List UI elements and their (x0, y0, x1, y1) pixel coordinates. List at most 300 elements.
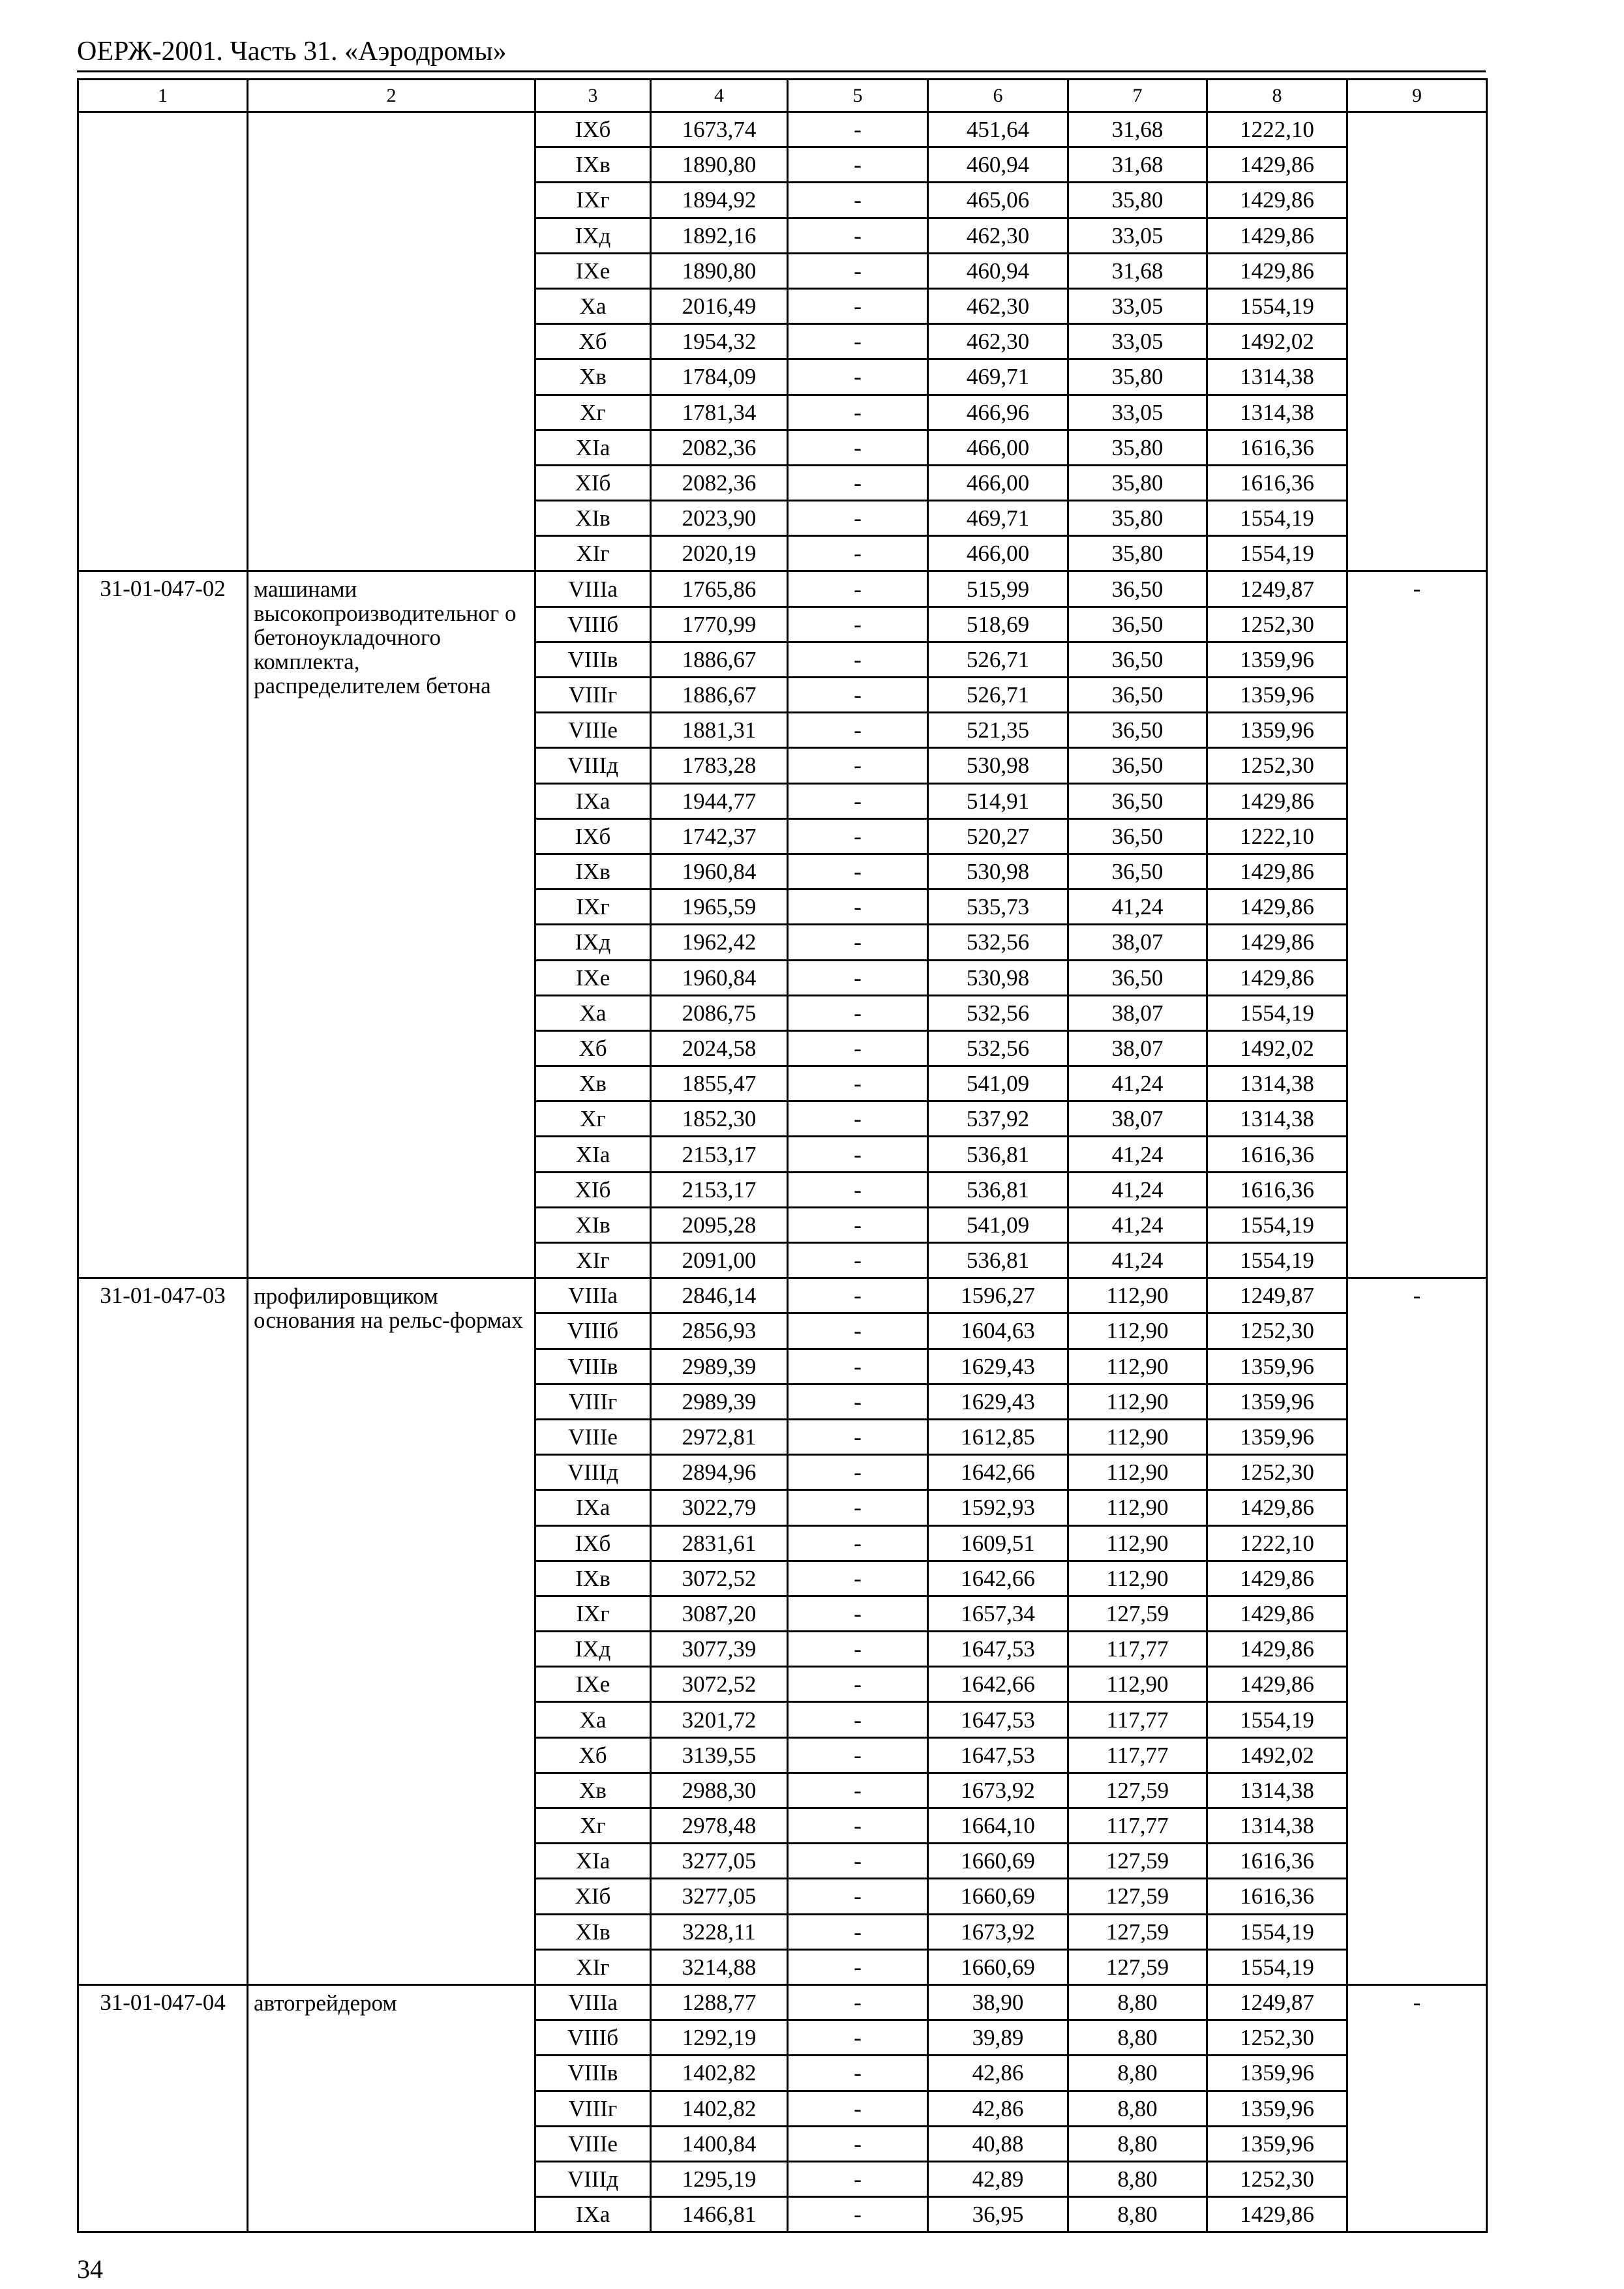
work-name-cell: профилировщиком основания на рельс-формах (248, 1278, 535, 1985)
table-cell: - (788, 1137, 928, 1172)
table-cell: 36,50 (1068, 783, 1207, 818)
rate-code-cell: 31-01-047-04 (78, 1984, 248, 2232)
table-cell: Xб (535, 324, 651, 359)
table-cell: 515,99 (928, 571, 1068, 606)
table-row (78, 571, 1487, 606)
table-cell: 1402,82 (651, 2091, 788, 2126)
table-cell: 2894,96 (651, 1455, 788, 1490)
table-cell: 1664,10 (928, 1808, 1068, 1844)
table-cell: 38,90 (928, 1984, 1068, 2020)
table-cell: - (788, 1101, 928, 1137)
table-cell: Xв (535, 1066, 651, 1101)
table-cell: 1554,19 (1207, 1702, 1347, 1737)
table-cell: 1554,19 (1207, 995, 1347, 1030)
table-cell: 35,80 (1068, 183, 1207, 218)
table-cell: 1222,10 (1207, 818, 1347, 854)
work-name-cell: машинами высокопроизводительног о бетоноукладочного комплекта, распределителем бетона (248, 571, 535, 1278)
table-cell: 1252,30 (1207, 1455, 1347, 1490)
table-cell: XIг (535, 1949, 651, 1984)
table-cell: Xг (535, 1101, 651, 1137)
table-cell: - (788, 606, 928, 642)
table-cell: XIа (535, 1844, 651, 1879)
table-cell: 2082,36 (651, 465, 788, 500)
table-cell: 1960,84 (651, 960, 788, 995)
table-cell: 36,50 (1068, 606, 1207, 642)
table-cell: VIIIа (535, 1984, 651, 2020)
table-cell: 1429,86 (1207, 925, 1347, 960)
table-cell: XIа (535, 1137, 651, 1172)
table-cell: 1886,67 (651, 642, 788, 677)
table-cell: - (788, 1984, 928, 2020)
table-cell: 1629,43 (928, 1384, 1068, 1419)
table-cell: 33,05 (1068, 288, 1207, 323)
table-cell: - (788, 571, 928, 606)
table-cell: 530,98 (928, 748, 1068, 783)
table-cell: 112,90 (1068, 1313, 1207, 1349)
table-cell: 3228,11 (651, 1914, 788, 1949)
table-cell: 1642,66 (928, 1455, 1068, 1490)
table-cell: 112,90 (1068, 1278, 1207, 1313)
table-cell: VIIIб (535, 1313, 651, 1349)
table-cell: 1359,96 (1207, 1419, 1347, 1454)
table-cell: 31,68 (1068, 253, 1207, 288)
table-cell: 1592,93 (928, 1490, 1068, 1525)
table-cell: VIIIе (535, 2126, 651, 2161)
table-cell: 1673,92 (928, 1773, 1068, 1808)
column-number-row (78, 80, 1487, 112)
table-cell: 1616,36 (1207, 465, 1347, 500)
table-cell: 42,86 (928, 2091, 1068, 2126)
table-cell: 466,00 (928, 465, 1068, 500)
table-cell: - (788, 1349, 928, 1384)
table-cell: 127,59 (1068, 1596, 1207, 1631)
table-cell: - (788, 1278, 928, 1313)
table-cell: 1886,67 (651, 678, 788, 713)
table-cell: 1852,30 (651, 1101, 788, 1137)
table-cell: IXд (535, 218, 651, 253)
table-cell: 112,90 (1068, 1384, 1207, 1419)
table-cell: VIIIб (535, 606, 651, 642)
table-cell: IXб (535, 112, 651, 147)
table-cell: 1890,80 (651, 253, 788, 288)
table-cell: 1629,43 (928, 1349, 1068, 1384)
table-cell: 1492,02 (1207, 324, 1347, 359)
table-cell: - (788, 1384, 928, 1419)
table-cell: 36,50 (1068, 854, 1207, 889)
table-cell: 112,90 (1068, 1525, 1207, 1561)
rates-table (77, 78, 1488, 2233)
table-cell: Xа (535, 1702, 651, 1737)
table-cell: 1402,82 (651, 2056, 788, 2091)
table-cell: - (788, 1844, 928, 1879)
table-cell: VIIIд (535, 2161, 651, 2196)
table-cell: 466,00 (928, 536, 1068, 571)
table-cell: - (788, 253, 928, 288)
table-cell: 3277,05 (651, 1844, 788, 1879)
table-cell: 8,80 (1068, 1984, 1207, 2020)
table-cell: 117,77 (1068, 1702, 1207, 1737)
table-cell: 536,81 (928, 1172, 1068, 1207)
table-cell: 1855,47 (651, 1066, 788, 1101)
table-cell: 1314,38 (1207, 1101, 1347, 1137)
table-cell: 1429,86 (1207, 1490, 1347, 1525)
table-cell: 1359,96 (1207, 1384, 1347, 1419)
table-cell: 36,50 (1068, 642, 1207, 677)
table-cell: 41,24 (1068, 1172, 1207, 1207)
table-cell: 1890,80 (651, 147, 788, 183)
table-cell: 514,91 (928, 783, 1068, 818)
table-cell: - (788, 854, 928, 889)
table-cell: 1554,19 (1207, 1949, 1347, 1984)
column-number: 1 (78, 80, 248, 112)
table-cell: 1554,19 (1207, 536, 1347, 571)
table-cell: 1314,38 (1207, 359, 1347, 395)
table-cell: 112,90 (1068, 1490, 1207, 1525)
table-cell: - (788, 1561, 928, 1596)
table-cell: 535,73 (928, 890, 1068, 925)
table-cell: 41,24 (1068, 890, 1207, 925)
table-cell: 1616,36 (1207, 1172, 1347, 1207)
table-cell: 1429,86 (1207, 183, 1347, 218)
table-cell: VIIIг (535, 2091, 651, 2126)
table-cell: Xб (535, 1030, 651, 1066)
table-cell: 112,90 (1068, 1667, 1207, 1702)
table-cell: 2091,00 (651, 1243, 788, 1278)
table-cell: - (788, 1879, 928, 1914)
table-cell: 38,07 (1068, 1101, 1207, 1137)
table-cell: 38,07 (1068, 925, 1207, 960)
table-cell: - (788, 1313, 928, 1349)
table-cell: 536,81 (928, 1243, 1068, 1278)
table-cell: 1616,36 (1207, 1844, 1347, 1879)
table-cell: 1314,38 (1207, 395, 1347, 430)
table-cell: 39,89 (928, 2020, 1068, 2056)
table-cell: 1492,02 (1207, 1737, 1347, 1773)
table-cell: 41,24 (1068, 1243, 1207, 1278)
table-cell: 1894,92 (651, 183, 788, 218)
table-cell: IXа (535, 1490, 651, 1525)
table-cell: VIIIг (535, 1384, 651, 1419)
table-cell: 35,80 (1068, 501, 1207, 536)
table-cell: 2989,39 (651, 1384, 788, 1419)
table-cell: - (788, 925, 928, 960)
table-cell: 8,80 (1068, 2056, 1207, 2091)
table-cell: 127,59 (1068, 1949, 1207, 1984)
table-cell: VIIIв (535, 1349, 651, 1384)
table-cell: - (788, 1949, 928, 1984)
table-cell: - (788, 2197, 928, 2232)
table-cell: XIб (535, 1172, 651, 1207)
table-cell: VIIIв (535, 642, 651, 677)
table-cell: 36,50 (1068, 748, 1207, 783)
table-cell: 1466,81 (651, 2197, 788, 2232)
table-cell: 3072,52 (651, 1561, 788, 1596)
table-cell: VIIIе (535, 713, 651, 748)
table-cell: 1429,86 (1207, 2197, 1347, 2232)
table-cell: 8,80 (1068, 2126, 1207, 2161)
table-cell: XIв (535, 1207, 651, 1242)
table-cell: 33,05 (1068, 395, 1207, 430)
column-9-cell: - (1347, 571, 1487, 1278)
table-cell: 36,50 (1068, 713, 1207, 748)
table-cell: 465,06 (928, 183, 1068, 218)
table-cell: 541,09 (928, 1066, 1068, 1101)
table-cell: 35,80 (1068, 359, 1207, 395)
work-name-cell: автогрейдером (248, 1984, 535, 2232)
page-number: 34 (77, 2254, 103, 2284)
work-name-cell (248, 112, 535, 571)
table-cell: 1429,86 (1207, 147, 1347, 183)
table-cell: - (788, 1455, 928, 1490)
table-cell: 1742,37 (651, 818, 788, 854)
table-cell: VIIIг (535, 678, 651, 713)
rate-code-cell: 31-01-047-02 (78, 571, 248, 1278)
rate-code-cell: 31-01-047-03 (78, 1278, 248, 1985)
table-cell: - (788, 1914, 928, 1949)
table-cell: IXв (535, 147, 651, 183)
table-cell: 35,80 (1068, 465, 1207, 500)
table-cell: 1944,77 (651, 783, 788, 818)
table-cell: 1660,69 (928, 1844, 1068, 1879)
column-number: 6 (928, 80, 1068, 112)
table-cell: XIв (535, 1914, 651, 1949)
page-header-title: ОЕРЖ-2001. Часть 31. «Аэродромы» (77, 37, 507, 67)
table-cell: - (788, 218, 928, 253)
table-cell: - (788, 1773, 928, 1808)
table-cell: 36,95 (928, 2197, 1068, 2232)
table-cell: VIIIб (535, 2020, 651, 2056)
table-cell: - (788, 465, 928, 500)
table-cell: 1962,42 (651, 925, 788, 960)
table-cell: 1554,19 (1207, 1243, 1347, 1278)
table-cell: 1647,53 (928, 1702, 1068, 1737)
table-cell: 466,00 (928, 430, 1068, 465)
table-cell: 1604,63 (928, 1313, 1068, 1349)
table-cell: - (788, 1207, 928, 1242)
table-cell: 1642,66 (928, 1667, 1068, 1702)
table-cell: 1770,99 (651, 606, 788, 642)
table-cell: 33,05 (1068, 324, 1207, 359)
table-cell: 1660,69 (928, 1879, 1068, 1914)
table-cell: 35,80 (1068, 430, 1207, 465)
table-cell: 1612,85 (928, 1419, 1068, 1454)
table-cell: 2095,28 (651, 1207, 788, 1242)
table-cell: 127,59 (1068, 1844, 1207, 1879)
table-cell: VIIIа (535, 1278, 651, 1313)
table-cell: - (788, 1419, 928, 1454)
table-cell: 31,68 (1068, 147, 1207, 183)
table-cell: 537,92 (928, 1101, 1068, 1137)
table-cell: 1765,86 (651, 571, 788, 606)
table-cell: 40,88 (928, 2126, 1068, 2161)
table-cell: 462,30 (928, 218, 1068, 253)
table-cell: 127,59 (1068, 1773, 1207, 1808)
table-cell: 1252,30 (1207, 2020, 1347, 2056)
table-cell: 466,96 (928, 395, 1068, 430)
table-cell: 2153,17 (651, 1137, 788, 1172)
table-cell: 2989,39 (651, 1349, 788, 1384)
table-cell: 35,80 (1068, 536, 1207, 571)
table-cell: Xг (535, 395, 651, 430)
table-cell: 1429,86 (1207, 1561, 1347, 1596)
table-cell: - (788, 183, 928, 218)
table-cell: 1554,19 (1207, 288, 1347, 323)
table-cell: - (788, 112, 928, 147)
table-cell: 1784,09 (651, 359, 788, 395)
table-cell: 1596,27 (928, 1278, 1068, 1313)
table-cell: Xг (535, 1808, 651, 1844)
table-cell: IXе (535, 253, 651, 288)
table-row (78, 112, 1487, 147)
column-number: 7 (1068, 80, 1207, 112)
table-cell: IXг (535, 890, 651, 925)
table-cell: - (788, 783, 928, 818)
table-cell: 36,50 (1068, 960, 1207, 995)
table-cell: 2086,75 (651, 995, 788, 1030)
table-cell: 1359,96 (1207, 2056, 1347, 2091)
table-cell: 1554,19 (1207, 501, 1347, 536)
table-cell: 1673,92 (928, 1914, 1068, 1949)
table-cell: - (788, 1596, 928, 1631)
table-cell: VIIIв (535, 2056, 651, 2091)
table-cell: 1359,96 (1207, 2126, 1347, 2161)
table-cell: 462,30 (928, 324, 1068, 359)
table-cell: 2988,30 (651, 1773, 788, 1808)
table-row (78, 1984, 1487, 2020)
table-cell: - (788, 748, 928, 783)
table-cell: 1429,86 (1207, 1667, 1347, 1702)
table-cell: 1554,19 (1207, 1207, 1347, 1242)
column-number: 9 (1347, 80, 1487, 112)
table-cell: - (788, 288, 928, 323)
column-number: 4 (651, 80, 788, 112)
table-cell: 1314,38 (1207, 1773, 1347, 1808)
table-cell: 2024,58 (651, 1030, 788, 1066)
table-cell: 1222,10 (1207, 1525, 1347, 1561)
table-cell: XIа (535, 430, 651, 465)
table-cell: - (788, 890, 928, 925)
table-cell: IXв (535, 854, 651, 889)
table-cell: 1359,96 (1207, 2091, 1347, 2126)
table-cell: IXб (535, 1525, 651, 1561)
table-cell: 38,07 (1068, 995, 1207, 1030)
table-cell: 112,90 (1068, 1561, 1207, 1596)
table-cell: 1252,30 (1207, 1313, 1347, 1349)
table-cell: - (788, 678, 928, 713)
table-cell: 36,50 (1068, 678, 1207, 713)
table-cell: 460,94 (928, 147, 1068, 183)
table-cell: - (788, 1808, 928, 1844)
table-cell: - (788, 995, 928, 1030)
table-cell: 1359,96 (1207, 1349, 1347, 1384)
header-divider (77, 70, 1486, 72)
table-cell: 3277,05 (651, 1879, 788, 1914)
table-cell: 1429,86 (1207, 890, 1347, 925)
table-cell: 530,98 (928, 854, 1068, 889)
rate-code-cell (78, 112, 248, 571)
table-cell: - (788, 642, 928, 677)
table-cell: - (788, 1490, 928, 1525)
table-cell: 1429,86 (1207, 218, 1347, 253)
table-cell: - (788, 1667, 928, 1702)
table-cell: 1783,28 (651, 748, 788, 783)
table-cell: 117,77 (1068, 1737, 1207, 1773)
table-cell: 1960,84 (651, 854, 788, 889)
table-cell: 8,80 (1068, 2197, 1207, 2232)
table-cell: - (788, 2056, 928, 2091)
table-cell: VIIIа (535, 571, 651, 606)
table-cell: - (788, 818, 928, 854)
table-cell: - (788, 359, 928, 395)
table-cell: 112,90 (1068, 1419, 1207, 1454)
table-cell: - (788, 1525, 928, 1561)
table-cell: 469,71 (928, 501, 1068, 536)
table-cell: - (788, 1702, 928, 1737)
table-cell: IXд (535, 925, 651, 960)
table-cell: 127,59 (1068, 1914, 1207, 1949)
table-cell: 462,30 (928, 288, 1068, 323)
table-cell: - (788, 1243, 928, 1278)
table-cell: 42,89 (928, 2161, 1068, 2196)
table-cell: - (788, 2091, 928, 2126)
table-cell: 36,50 (1068, 818, 1207, 854)
table-cell: 41,24 (1068, 1137, 1207, 1172)
table-cell: 3077,39 (651, 1632, 788, 1667)
table-cell: 1359,96 (1207, 642, 1347, 677)
table-cell: 3201,72 (651, 1702, 788, 1737)
table-cell: 2972,81 (651, 1419, 788, 1454)
table-cell: 541,09 (928, 1207, 1068, 1242)
table-cell: 1429,86 (1207, 1632, 1347, 1667)
table-cell: 1252,30 (1207, 2161, 1347, 2196)
table-cell: - (788, 501, 928, 536)
table-cell: 518,69 (928, 606, 1068, 642)
table-cell: 1429,86 (1207, 854, 1347, 889)
table-cell: 2978,48 (651, 1808, 788, 1844)
table-cell: - (788, 2020, 928, 2056)
table-cell: 521,35 (928, 713, 1068, 748)
table-cell: 2023,90 (651, 501, 788, 536)
column-9-cell (1347, 112, 1487, 571)
table-cell: - (788, 1030, 928, 1066)
table-cell: - (788, 147, 928, 183)
table-cell: - (788, 960, 928, 995)
table-cell: 1359,96 (1207, 713, 1347, 748)
table-cell: 2153,17 (651, 1172, 788, 1207)
table-cell: 520,27 (928, 818, 1068, 854)
table-cell: 1429,86 (1207, 960, 1347, 995)
table-cell: 532,56 (928, 995, 1068, 1030)
table-cell: - (788, 1632, 928, 1667)
table-cell: 1359,96 (1207, 678, 1347, 713)
table-cell: 112,90 (1068, 1455, 1207, 1490)
column-number: 3 (535, 80, 651, 112)
table-cell: IXе (535, 1667, 651, 1702)
table-cell: 2831,61 (651, 1525, 788, 1561)
table-cell: 1616,36 (1207, 1879, 1347, 1914)
table-cell: - (788, 536, 928, 571)
table-cell: 3214,88 (651, 1949, 788, 1984)
column-9-cell: - (1347, 1984, 1487, 2232)
table-cell: XIг (535, 1243, 651, 1278)
table-cell: 3087,20 (651, 1596, 788, 1631)
table-cell: 1429,86 (1207, 253, 1347, 288)
table-cell: IXв (535, 1561, 651, 1596)
table-cell: 1647,53 (928, 1737, 1068, 1773)
table-cell: 530,98 (928, 960, 1068, 995)
table-cell: - (788, 1737, 928, 1773)
table-cell: 117,77 (1068, 1808, 1207, 1844)
